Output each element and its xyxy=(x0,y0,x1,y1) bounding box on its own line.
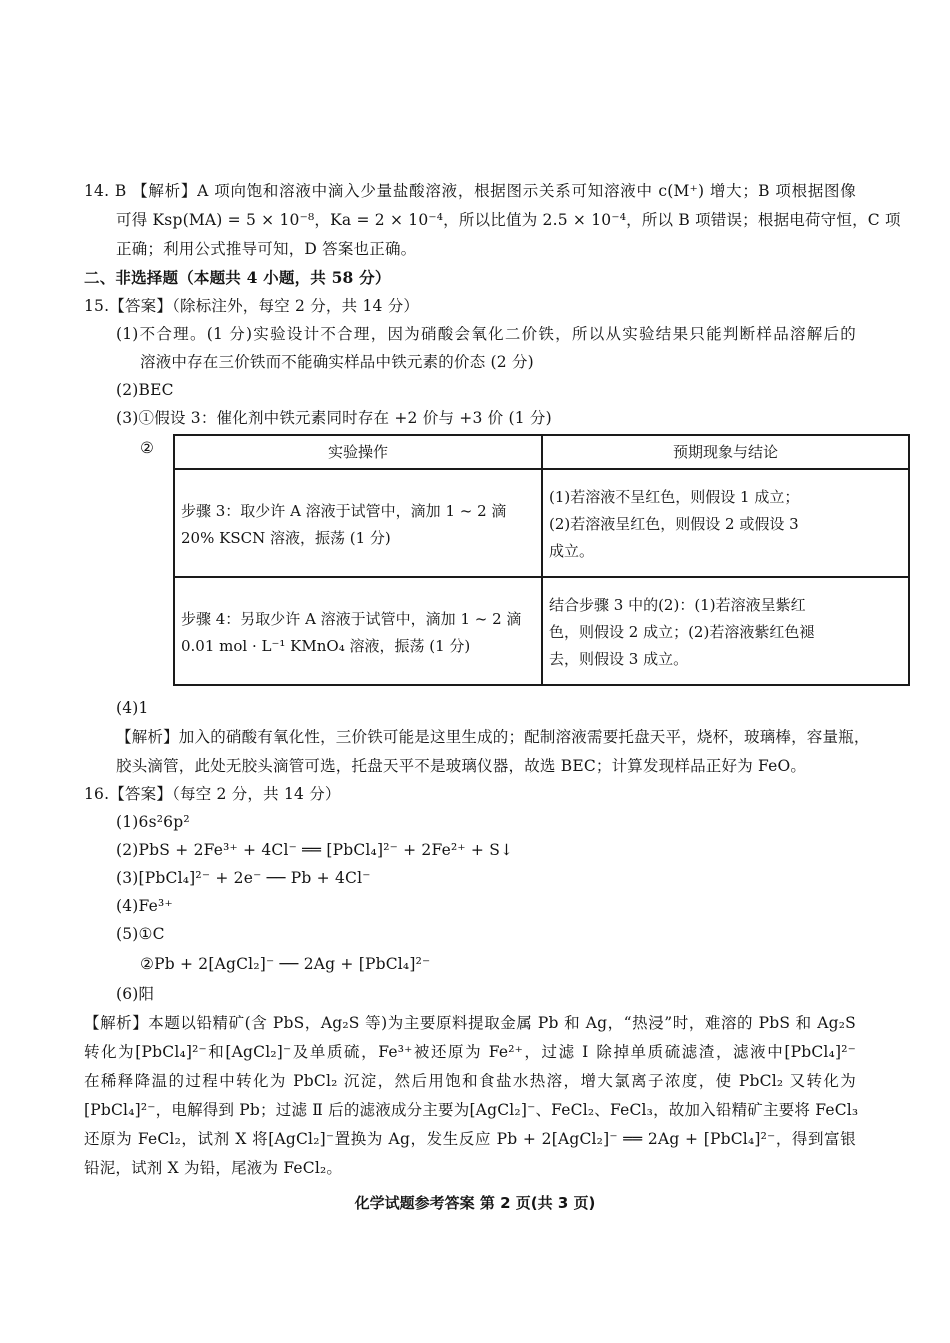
row2-operation-line-1: 步骤 4：另取少许 A 溶液于试管中，滴加 1 ~ 2 滴 xyxy=(181,610,522,628)
q16-analysis-line-1: 【解析】本题以铅精矿(含 PbS，Ag₂S 等)为主要原料提取金属 Pb 和 Ag，“热浸”时，难溶的 PbS 和 Ag₂S xyxy=(84,1014,856,1032)
q15-part4: (4)1 xyxy=(116,699,149,717)
q14-line-1: 14. B 【解析】A 项向饱和溶液中滴入少量盐酸溶液，根据图示关系可知溶液中 c(M⁺) 增大；B 项根据图像 xyxy=(84,182,856,200)
q16-analysis-line-3: 在稀释降温的过程中转化为 PbCl₂ 沉淀，然后用饱和食盐水热溶，增大氯离子浓度，使 PbCl₂ 又转化为 xyxy=(84,1072,856,1090)
row1-result-line-3: 成立。 xyxy=(549,542,595,560)
row2-result-line-1: 结合步骤 3 中的(2)：(1)若溶液呈紫红 xyxy=(549,596,806,614)
q16-analysis-line-2: 转化为[PbCl₄]²⁻和[AgCl₂]⁻及单质硫，Fe³⁺被还原为 Fe²⁺，过滤 Ⅰ 除掉单质硫滤渣，滤液中[PbCl₄]²⁻ xyxy=(84,1043,856,1061)
page-footer: 化学试题参考答案 第 2 页(共 3 页) xyxy=(354,1194,596,1212)
row2-operation-line-2: 0.01 mol · L⁻¹ KMnO₄ 溶液，振荡 (1 分) xyxy=(181,637,471,655)
q15-header: 15.【答案】（除标注外，每空 2 分，共 14 分） xyxy=(84,297,420,315)
q16-part1: (1)6s²6p² xyxy=(116,813,190,831)
row1-operation-line-2: 20% KSCN 溶液，振荡 (1 分) xyxy=(181,529,391,547)
experiment-table xyxy=(173,434,910,686)
section-2-title: 二、非选择题（本题共 4 小题，共 58 分） xyxy=(84,268,391,287)
row1-operation-line-1: 步骤 3：取少许 A 溶液于试管中，滴加 1 ~ 2 滴 xyxy=(181,502,507,520)
q16-analysis-line-6: 铅泥，试剂 X 为铅，尾液为 FeCl₂。 xyxy=(84,1159,343,1177)
table-header-operation: 实验操作 xyxy=(327,443,388,461)
q16-part5: (5)①C xyxy=(116,925,165,943)
q16-part5-2: ②Pb + 2[AgCl₂]⁻ ── 2Ag + [PbCl₄]²⁻ xyxy=(140,955,431,973)
table-row-divider xyxy=(175,576,908,578)
q16-header: 16.【答案】（每空 2 分，共 14 分） xyxy=(84,785,341,803)
row2-result-line-3: 去，则假设 3 成立。 xyxy=(549,650,689,668)
q16-part3: (3)[PbCl₄]²⁻ + 2e⁻ ── Pb + 4Cl⁻ xyxy=(116,869,371,887)
q15-analysis-line-2: 胶头滴管，此处无胶头滴管可选，托盘天平不是玻璃仪器，故选 BEC；计算发现样品正好为 FeO。 xyxy=(116,757,807,775)
row1-result-line-1: (1)若溶液不呈红色，则假设 1 成立； xyxy=(549,488,800,506)
q14-line-2: 可得 Ksp(MA) = 5 × 10⁻⁸，Ka = 2 × 10⁻⁴，所以比值为 2.5 × 10⁻⁴，所以 B 项错误；根据电荷守恒，C 项 xyxy=(116,211,901,229)
table-header-result: 预期现象与结论 xyxy=(672,443,778,461)
q16-analysis-line-4: [PbCl₄]²⁻，电解得到 Pb；过滤 Ⅱ 后的滤液成分主要为[AgCl₂]⁻、FeCl₂、FeCl₃，故加入铅精矿主要将 FeCl₃ xyxy=(84,1101,859,1119)
table-header-divider xyxy=(175,468,908,470)
table-column-divider xyxy=(541,436,543,684)
q16-part4: (4)Fe³⁺ xyxy=(116,897,173,915)
q15-part2: (2)BEC xyxy=(116,381,174,399)
q15-part1-line-1: (1)不合理。(1 分)实验设计不合理，因为硝酸会氧化二价铁，所以从实验结果只能判断样品溶解后的 xyxy=(116,325,856,343)
q15-part3-circle-2: ② xyxy=(140,439,155,457)
row1-result-line-2: (2)若溶液呈红色，则假设 2 或假设 3 xyxy=(549,515,799,533)
q15-part3: (3)①假设 3：催化剂中铁元素同时存在 +2 价与 +3 价 (1 分) xyxy=(116,409,552,427)
row2-result-line-2: 色，则假设 2 成立；(2)若溶液紫红色褪 xyxy=(549,623,815,641)
q16-analysis-line-5: 还原为 FeCl₂，试剂 X 将[AgCl₂]⁻置换为 Ag，发生反应 Pb + 2[AgCl₂]⁻ ══ 2Ag + [PbCl₄]²⁻，得到富银 xyxy=(84,1130,856,1148)
q16-part6: (6)阳 xyxy=(116,985,155,1003)
q15-analysis-line-1: 【解析】加入的硝酸有氧化性，三价铁可能是这里生成的；配制溶液需要托盘天平，烧杯，玻璃棒，容量瓶， xyxy=(116,728,870,746)
q14-line-3: 正确；利用公式推导可知，D 答案也正确。 xyxy=(116,240,417,258)
q15-part1-line-2: 溶液中存在三价铁而不能确实样品中铁元素的价态 (2 分) xyxy=(140,353,534,371)
q16-part2: (2)PbS + 2Fe³⁺ + 4Cl⁻ ══ [PbCl₄]²⁻ + 2Fe²⁺ + S↓ xyxy=(116,841,514,859)
